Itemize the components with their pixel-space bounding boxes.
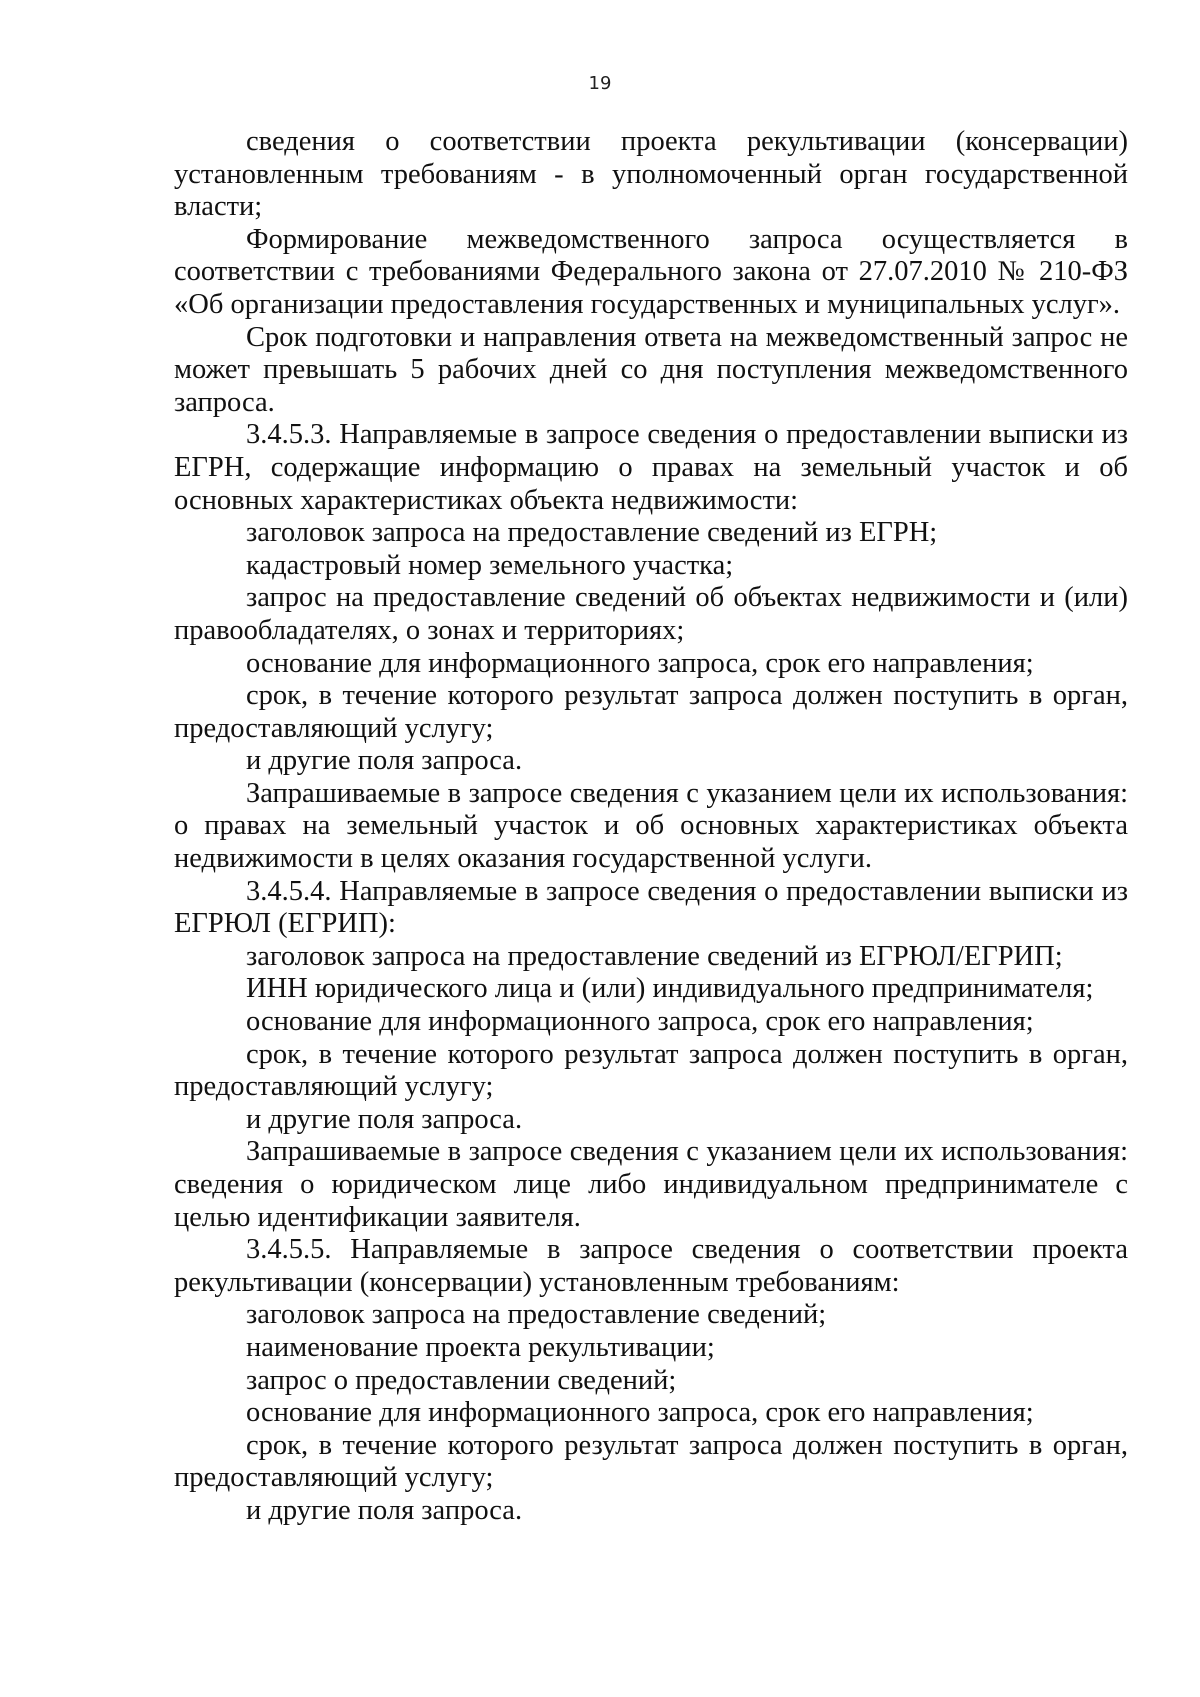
paragraph: наименование проекта рекультивации; xyxy=(246,1331,715,1363)
document-body xyxy=(174,126,1128,1528)
paragraph: срок, в течение которого результат запроса должен поступить в орган, предоставляющий услугу; xyxy=(174,680,1128,744)
paragraph: и другие поля запроса. xyxy=(246,1103,523,1135)
paragraph: основание для информационного запроса, срок его направления; xyxy=(246,647,1034,679)
paragraph: Запрашиваемые в запросе сведения с указанием цели их использования: сведения о юридическом лице либо индивидуальном предпринимателе с целью идентификации заявителя. xyxy=(174,1136,1128,1233)
paragraph: срок, в течение которого результат запроса должен поступить в орган, предоставляющий услугу; xyxy=(174,1429,1128,1494)
paragraph: кадастровый номер земельного участка; xyxy=(246,549,734,581)
paragraph: сведения о соответствии проекта рекультивации (консервации) установленным требованиям - в уполномоченный орган государственной власти; xyxy=(174,126,1128,223)
paragraph: Срок подготовки и направления ответа на межведомственный запрос не может превышать 5 рабочих дней со дня поступления межведомственного запроса. xyxy=(174,321,1128,418)
paragraph: основание для информационного запроса, срок его направления; xyxy=(246,1397,1034,1429)
paragraph: ИНН юридического лица и (или) индивидуального предпринимателя; xyxy=(246,973,1094,1005)
paragraph: заголовок запроса на предоставление сведений из ЕГРН; xyxy=(246,517,938,549)
paragraph: основание для информационного запроса, срок его направления; xyxy=(246,1006,1034,1038)
paragraph: 3.4.5.5. Направляемые в запросе сведения о соответствии проекта рекультивации (консервации) установленным требованиям: xyxy=(174,1234,1128,1298)
paragraph: Формирование межведомственного запроса осуществляется в соответствии с требованиями Федерального закона от 27.07.2010 № 210-ФЗ «Об организации предоставления государственных и муниципальных услуг». xyxy=(174,223,1128,320)
paragraph: срок, в течение которого результат запроса должен поступить в орган, предоставляющий услугу; xyxy=(174,1038,1128,1103)
paragraph: 3.4.5.3. Направляемые в запросе сведения о предоставлении выписки из ЕГРН, содержащие информацию о правах на земельный участок и об основных характеристиках объекта недвижимости: xyxy=(174,419,1128,516)
paragraph: 3.4.5.4. Направляемые в запросе сведения о предоставлении выписки из ЕГРЮЛ (ЕГРИП): xyxy=(174,875,1128,940)
paragraph: заголовок запроса на предоставление сведений из ЕГРЮЛ/ЕГРИП; xyxy=(246,940,1063,972)
paragraph: запрос на предоставление сведений об объектах недвижимости и (или) правообладателях, о зонах и территориях; xyxy=(174,582,1128,646)
paragraph: заголовок запроса на предоставление сведений; xyxy=(246,1299,827,1331)
page-number: 19 xyxy=(588,73,612,94)
paragraph: запрос о предоставлении сведений; xyxy=(246,1364,677,1396)
paragraph: Запрашиваемые в запросе сведения с указанием цели их использования: о правах на земельный участок и об основных характеристиках объекта недвижимости в целях оказания государственной услуги. xyxy=(174,777,1128,875)
paragraph: и другие поля запроса. xyxy=(246,745,523,777)
paragraph: и другие поля запроса. xyxy=(246,1494,523,1526)
